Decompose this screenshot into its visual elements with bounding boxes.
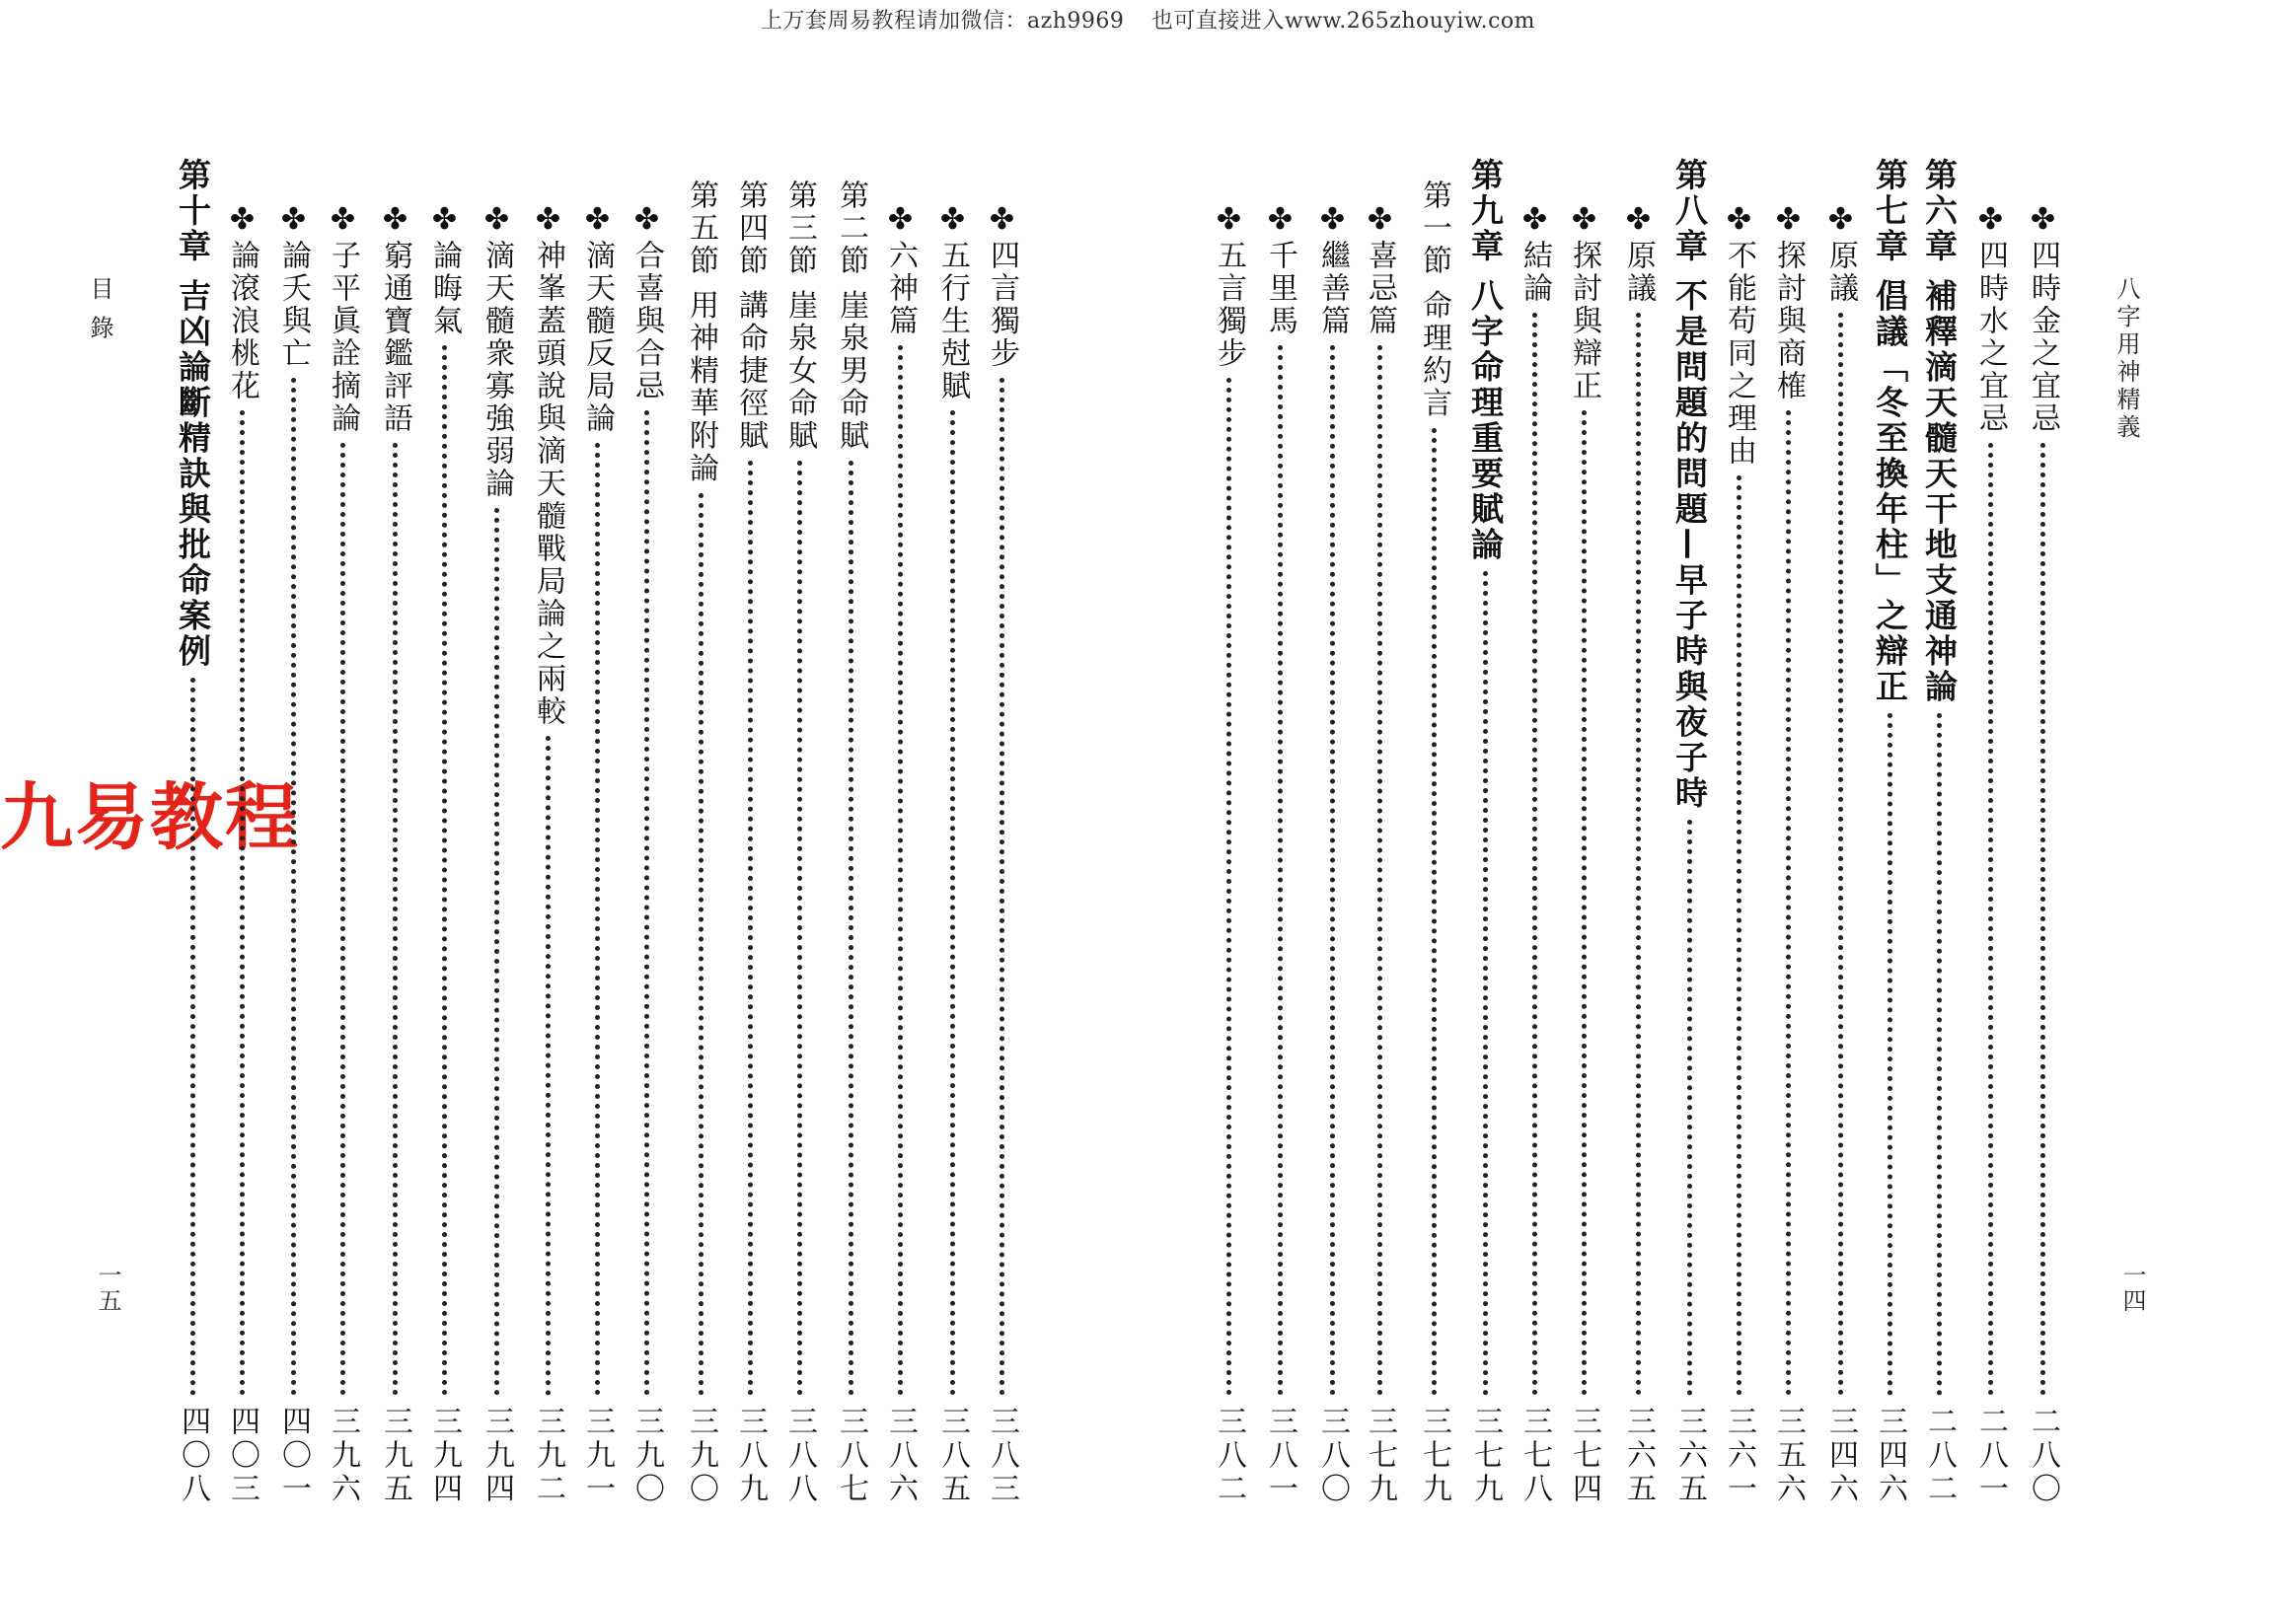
banner-website-link[interactable]: 也可直接进入www.265zhouyiw.com: [1150, 9, 1536, 34]
page-ref: 三八〇: [1315, 1406, 1350, 1506]
dot-leader: [494, 508, 499, 1396]
entry-title: ✤六神篇: [883, 202, 918, 337]
entry-title: ✤滴天髓衆寡強弱論: [480, 202, 514, 500]
dot-leader: [797, 461, 802, 1396]
entry-title: ✤四言獨步: [985, 202, 1019, 370]
dot-leader: [340, 443, 345, 1396]
dot-leader: [1838, 313, 1843, 1396]
left-page-number: 一五: [94, 1263, 121, 1314]
right-toc-entry[interactable]: [1312, 202, 1352, 1539]
entry-title: ✤四時水之宜忌: [1973, 202, 2008, 435]
dot-leader: [699, 493, 704, 1396]
watermark-logo: 九易教程: [0, 775, 300, 860]
entry-title: ✤探討與辯正: [1567, 202, 1601, 402]
page-ref: 三六五: [1672, 1406, 1707, 1506]
left-toc-entry[interactable]: [880, 202, 920, 1539]
page-ref: 三九一: [580, 1406, 615, 1506]
entry-title: ✤滴天髓反局論: [580, 202, 615, 435]
page-ref: 三四六: [1873, 1406, 1907, 1506]
dot-leader: [1000, 378, 1004, 1396]
left-toc-entry[interactable]: [577, 202, 617, 1539]
dot-leader: [393, 443, 398, 1396]
right-side-label: 八字用神精義: [2112, 276, 2140, 442]
page-ref: 三七九: [1363, 1406, 1397, 1506]
dot-leader: [1483, 571, 1488, 1397]
entry-title: ✤結論: [1518, 202, 1552, 305]
dot-leader: [442, 345, 447, 1396]
page-ref: 三八二: [1212, 1406, 1246, 1506]
page-ref: 三九六: [326, 1406, 360, 1506]
page-ref: 三九四: [427, 1406, 462, 1506]
entry-title: ✤五行生尅賦: [935, 202, 970, 402]
page-ref: 三七四: [1567, 1406, 1601, 1506]
entry-title: ✤合喜與合忌: [630, 202, 664, 402]
right-toc-entry[interactable]: [1360, 202, 1399, 1539]
left-toc-entry[interactable]: [273, 202, 313, 1539]
dot-leader: [2040, 443, 2045, 1396]
right-toc-entry[interactable]: [2023, 202, 2062, 1539]
section-title: 第一節 命理約言: [1417, 180, 1451, 420]
right-toc-entry[interactable]: [1618, 202, 1658, 1539]
right-toc-entry[interactable]: [1870, 158, 1909, 1539]
dot-leader: [1988, 443, 1993, 1396]
entry-title: ✤子平眞詮摘論: [326, 202, 360, 435]
left-toc-entry[interactable]: [528, 202, 567, 1539]
dot-leader: [291, 378, 296, 1396]
dot-leader: [1532, 313, 1537, 1396]
banner-wechat-text: 上万套周易教程请加微信：azh9969: [760, 9, 1125, 34]
page-ref: 三八六: [883, 1406, 918, 1506]
left-toc-entry[interactable]: [982, 202, 1021, 1539]
entry-title: ✤五言獨步: [1212, 202, 1246, 370]
left-toc-entry[interactable]: [831, 180, 870, 1539]
entry-title: ✤論晦氣: [427, 202, 462, 337]
right-toc-entry[interactable]: [1919, 158, 1959, 1539]
right-toc-entry[interactable]: [1719, 202, 1758, 1539]
left-toc-entry[interactable]: [323, 202, 362, 1539]
entry-title: ✤不能苟同之理由: [1722, 202, 1756, 468]
dot-leader: [240, 410, 245, 1396]
dot-leader: [1330, 345, 1335, 1396]
entry-title: ✤神峯蓋頭說與滴天髓戰局論之兩較: [531, 202, 565, 728]
dot-leader: [644, 410, 649, 1396]
dot-leader: [1737, 475, 1741, 1396]
right-toc-entry[interactable]: [1465, 158, 1505, 1539]
dot-leader: [190, 678, 195, 1397]
page-ref: 三九五: [378, 1406, 412, 1506]
left-toc-entry[interactable]: [627, 202, 666, 1539]
page-ref: 三七八: [1518, 1406, 1552, 1506]
section-title: 第五節 用神精華附論: [684, 180, 718, 485]
dot-leader: [1687, 820, 1692, 1397]
left-toc-entry[interactable]: [424, 202, 464, 1539]
chapter-title: 第十章 吉凶論斷精訣與批命案例: [174, 158, 212, 670]
section-title: 第二節 崖泉男命賦: [834, 180, 868, 453]
left-toc-entry[interactable]: [932, 202, 972, 1539]
dot-leader: [546, 736, 551, 1396]
right-toc-entry[interactable]: [1564, 202, 1603, 1539]
dot-leader: [1226, 378, 1231, 1396]
entry-title: ✤論滾浪桃花: [225, 202, 259, 402]
section-title: 第三節 崖泉女命賦: [782, 180, 817, 453]
page-ref: 三五六: [1771, 1406, 1806, 1506]
left-toc-entry[interactable]: [173, 158, 212, 1539]
entry-title: ✤窮通寶鑑評語: [378, 202, 412, 435]
left-toc-entry[interactable]: [681, 180, 720, 1539]
entry-title: ✤原議: [1823, 202, 1858, 305]
header-banner: [0, 4, 2296, 35]
entry-title: ✤四時金之宜忌: [2026, 202, 2060, 435]
dot-leader: [1278, 345, 1283, 1396]
page-ref: 三八一: [1263, 1406, 1297, 1506]
dot-leader: [1582, 410, 1587, 1396]
dot-leader: [898, 345, 903, 1396]
right-page-number: 一四: [2118, 1263, 2146, 1314]
right-toc-entry[interactable]: [1260, 202, 1299, 1539]
page-ref: 四〇三: [225, 1406, 259, 1506]
page-ref: 三八五: [935, 1406, 970, 1506]
dot-leader: [950, 410, 955, 1396]
left-side-label: 目 錄: [86, 276, 113, 343]
page-ref: 三八七: [834, 1406, 868, 1506]
chapter-title: 第九章 八字命理重要賦論: [1466, 158, 1505, 563]
right-toc-entry[interactable]: [1515, 202, 1554, 1539]
left-toc-entry[interactable]: [375, 202, 414, 1539]
page-ref: 三九〇: [630, 1406, 664, 1506]
dot-leader: [849, 461, 853, 1396]
right-toc-entry[interactable]: [1669, 158, 1709, 1539]
right-toc-entry[interactable]: [1209, 202, 1248, 1539]
section-title: 第四節 講命捷徑賦: [733, 180, 768, 453]
page-ref: 三六一: [1722, 1406, 1756, 1506]
page-ref: 三八八: [782, 1406, 817, 1506]
left-toc-entry[interactable]: [477, 202, 516, 1539]
entry-title: ✤原議: [1621, 202, 1656, 305]
page-ref: 三四六: [1823, 1406, 1858, 1506]
page-ref: 三九二: [531, 1406, 565, 1506]
page-ref: 四〇一: [276, 1406, 311, 1506]
page-ref: 二八二: [1922, 1406, 1957, 1506]
entry-title: ✤論夭與亡: [276, 202, 311, 370]
dot-leader: [1786, 410, 1791, 1396]
page-ref: 三八九: [733, 1406, 768, 1506]
page-ref: 二八一: [1973, 1406, 2008, 1506]
left-toc-entry[interactable]: [779, 180, 819, 1539]
chapter-title: 第六章 補釋滴天髓天干地支通神論: [1920, 158, 1959, 705]
dot-leader: [1937, 713, 1942, 1397]
right-toc-entry[interactable]: [1414, 180, 1453, 1539]
page-ref: 四〇八: [176, 1406, 210, 1506]
entry-title: ✤喜忌篇: [1363, 202, 1397, 337]
right-toc-entry[interactable]: [1970, 202, 2010, 1539]
page-ref: 三七九: [1417, 1406, 1451, 1506]
page-ref: 三七九: [1468, 1406, 1503, 1506]
entry-title: ✤繼善篇: [1315, 202, 1350, 337]
dot-leader: [1636, 313, 1641, 1396]
page-ref: 三八三: [985, 1406, 1019, 1506]
dot-leader: [1432, 428, 1437, 1396]
dot-leader: [595, 443, 600, 1396]
left-toc-entry[interactable]: [730, 180, 770, 1539]
entry-title: ✤千里馬: [1263, 202, 1297, 337]
page-ref: 三九〇: [684, 1406, 718, 1506]
dot-leader: [748, 461, 753, 1396]
dot-leader: [1888, 713, 1892, 1397]
page-ref: 二八〇: [2026, 1406, 2060, 1506]
right-toc-entry[interactable]: [1820, 202, 1860, 1539]
page-ref: 三九四: [480, 1406, 514, 1506]
chapter-title: 第七章 倡議「冬至換年柱」之辯正: [1871, 158, 1909, 705]
left-toc-entry[interactable]: [222, 202, 261, 1539]
chapter-title: 第八章 不是問題的問題—早子時與夜子時: [1670, 158, 1709, 812]
right-toc-entry[interactable]: [1768, 202, 1808, 1539]
entry-title: ✤探討與商榷: [1771, 202, 1806, 402]
dot-leader: [1377, 345, 1382, 1396]
page-ref: 三六五: [1621, 1406, 1656, 1506]
